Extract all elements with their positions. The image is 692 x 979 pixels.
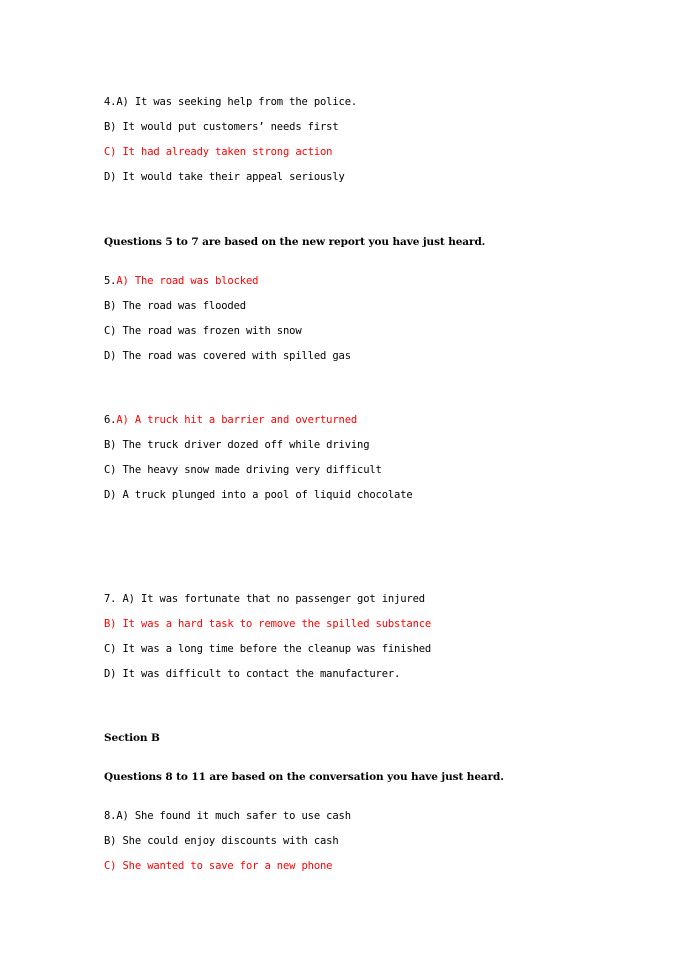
q7-number: 7.: [104, 593, 123, 605]
q6-option-b: B) The truck driver dozed off while driving: [104, 439, 370, 451]
q7-option-a-text: A) It was fortunate that no passenger got injured: [122, 593, 425, 605]
q6-option-a-answer: A) A truck hit a barrier and overturned: [116, 414, 358, 426]
q5-option-a: [104, 274, 258, 289]
q5-option-c: C) The road was frozen with snow: [104, 325, 302, 337]
q5-option-d: D) The road was covered with spilled gas: [104, 350, 351, 362]
q6-option-d: D) A truck plunged into a pool of liquid chocolate: [104, 489, 413, 501]
section-b-heading: Section B: [104, 732, 160, 744]
questions-5-7-heading: Questions 5 to 7 are based on the new report you have just heard.: [104, 236, 486, 248]
q4-option-a: [104, 95, 357, 110]
q8-option-a-text: A) She found it much safer to use cash: [116, 810, 351, 822]
q4-option-b: B) It would put customers’ needs first: [104, 121, 339, 133]
q6-number: 6.: [104, 414, 117, 426]
q5-option-a-answer: A) The road was blocked: [116, 275, 259, 287]
q5-number: 5.: [104, 275, 117, 287]
q4-option-c-answer: C) It had already taken strong action: [104, 146, 333, 158]
q6-option-c: C) The heavy snow made driving very difficult: [104, 464, 382, 476]
q7-option-a: [104, 592, 425, 607]
q6-option-a: [104, 413, 357, 428]
q8-number: 8.: [104, 810, 117, 822]
q7-option-c: C) It was a long time before the cleanup was finished: [104, 643, 432, 655]
q8-option-b: B) She could enjoy discounts with cash: [104, 835, 339, 847]
questions-8-11-heading: Questions 8 to 11 are based on the conversation you have just heard.: [104, 771, 504, 783]
q8-option-a: [104, 809, 351, 824]
q7-option-b-answer: B) It was a hard task to remove the spilled substance: [104, 618, 432, 630]
q4-option-d: D) It would take their appeal seriously: [104, 171, 345, 183]
q4-option-a-text: A) It was seeking help from the police.: [116, 96, 358, 108]
q4-number: 4.: [104, 96, 117, 108]
q5-option-b: B) The road was flooded: [104, 300, 246, 312]
q8-option-c-answer: C) She wanted to save for a new phone: [104, 860, 333, 872]
q7-option-d: D) It was difficult to contact the manufacturer.: [104, 668, 401, 680]
